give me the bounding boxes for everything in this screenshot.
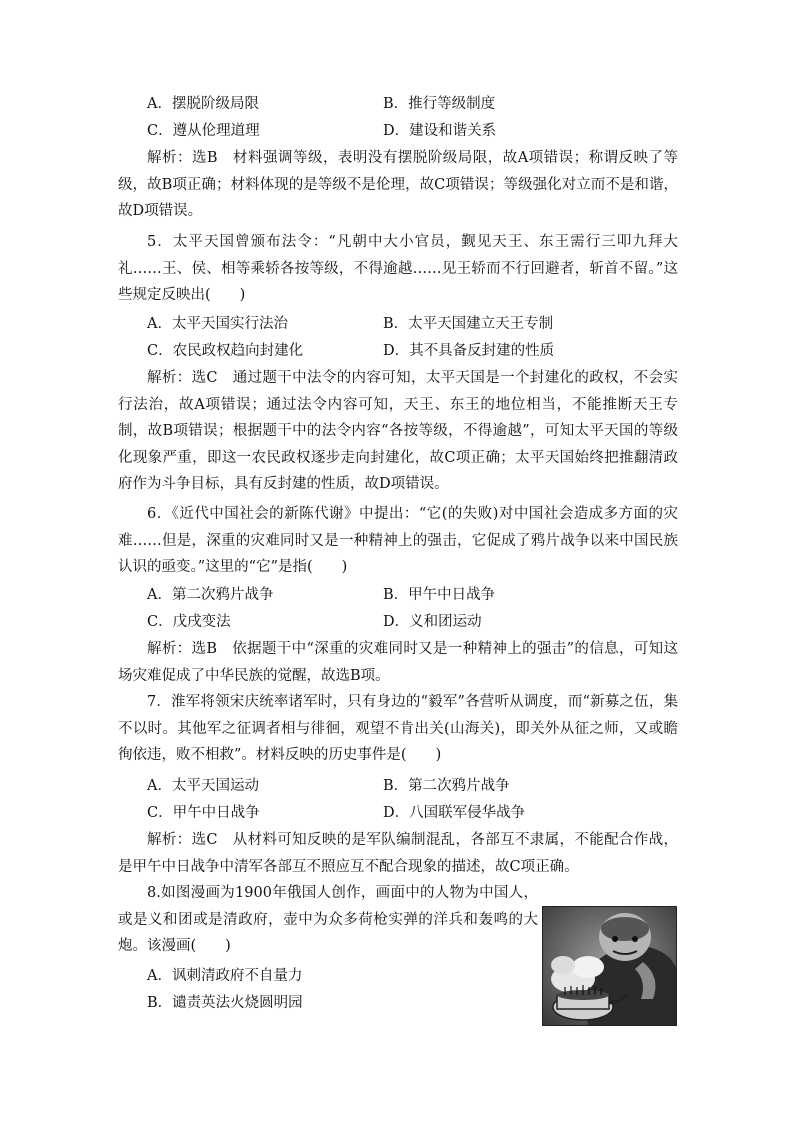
- q4-option-c: C．遵从伦理道理: [147, 122, 260, 139]
- q6-analysis: 解析：选B 依据题干中“深重的灾难同时又是一种精神上的强击”的信息，可知这场灾难促成了中华民族的觉醒，故选B项。: [118, 641, 678, 684]
- q7-options: [147, 773, 678, 826]
- option-row: [147, 609, 678, 636]
- q6-option-c: C．戊戌变法: [147, 613, 231, 630]
- q5-option-c: C．农民政权趋向封建化: [147, 342, 304, 359]
- q8-option-b: B．谴责英法火烧圆明园: [147, 994, 303, 1011]
- q7-option-d: D．八国联军侵华战争: [383, 804, 526, 821]
- q8-option-a: A．讽刺清政府不自量力: [147, 968, 303, 984]
- q4-option-a: A．摆脱阶级局限: [147, 96, 259, 112]
- q8-stem: 8.如图漫画为1900年俄国人创作，画面中的人物为中国人，或是义和团或是清政府，壶中为众多荷枪实弹的洋兵和轰鸣的大炮。该漫画( ): [118, 885, 538, 954]
- q5-option-b: B．太平天国建立天王专制: [383, 316, 554, 332]
- q4-analysis: 解析：选B 材料强调等级，表明没有摆脱阶级局限，故A项错误；称谓反映了等级，故B项正确；材料体现的是等级不是伦理，故C项错误；等级强化对立而不是和谐，故D项错误。: [118, 150, 678, 219]
- option-row: [147, 582, 678, 609]
- option-row: [147, 800, 678, 827]
- q7-analysis: 解析：选C 从材料可知反映的是军队编制混乱，各部互不隶属，不能配合作战，是甲午中日战争中清军各部互不照应互不配合现象的描述，故C项正确。: [118, 832, 678, 875]
- q5-options: [147, 311, 678, 364]
- q7-option-c: C．甲午中日战争: [147, 804, 260, 821]
- q6-options: [147, 582, 678, 635]
- q6-option-d: D．义和团运动: [383, 613, 482, 630]
- q5-stem: 5．太平天国曾颁布法令：“凡朝中大小官员，觐见天王、东王需行三叩九拜大礼……王、侯、相等乘轿各按等级，不得逾越……见王轿而不行回避者，斩首不留。”这些规定反映出( ): [118, 234, 678, 303]
- q4-option-b: B．推行等级制度: [383, 96, 496, 112]
- q7-stem: 7．淮军将领宋庆统率诸军时，只有身边的“毅军”各营听从调度，而“新募之伍，集不以时。其他军之征调者相与徘徊，观望不肯出关(山海关)，即关外从征之师，又或瞻徇依违，败不相救”。材料反映的历史事件是( ): [118, 694, 678, 763]
- option-row: [147, 311, 678, 338]
- q5-option-a: A．太平天国实行法治: [147, 316, 288, 332]
- option-row: [147, 91, 678, 118]
- q6-option-a: A．第二次鸦片战争: [147, 587, 274, 603]
- q5-option-d: D．其不具备反封建的性质: [383, 342, 555, 359]
- option-row: [147, 338, 678, 365]
- q4-option-d: D．建设和谐关系: [383, 122, 497, 139]
- q7-option-b: B．第二次鸦片战争: [383, 778, 510, 794]
- option-row: [147, 118, 678, 145]
- cartoon-illustration: [543, 907, 676, 1025]
- q8-cartoon-image: [542, 906, 677, 1026]
- q6-stem: 6．《近代中国社会的新陈代谢》中提出：“它(的失败)对中国社会造成多方面的灾难……但是，深重的灾难同时又是一种精神上的强击，它促成了鸦片战争以来中国民族认识的亟变。”这里的“它”是指( ): [118, 506, 678, 575]
- option-row: [147, 773, 678, 800]
- q7-option-a: A．太平天国运动: [147, 778, 259, 794]
- q4-options: [147, 91, 678, 144]
- q6-option-b: B．甲午中日战争: [383, 587, 496, 603]
- q8-options: [147, 963, 303, 1016]
- q5-analysis: 解析：选C 通过题干中法令的内容可知，太平天国是一个封建化的政权，不会实行法治，故A项错误；通过法令内容可知，天王、东王的地位相当，不能推断天王专制，故B项错误；根据题干中的法令内容“各按等级，不得逾越”，可知太平天国的等级化现象严重，即这一农民政权逐步走向封建化，故C项正确；太平天国始终把推翻清政府作为斗争目标，具有反封建的性质，故D项错误。: [118, 370, 678, 492]
